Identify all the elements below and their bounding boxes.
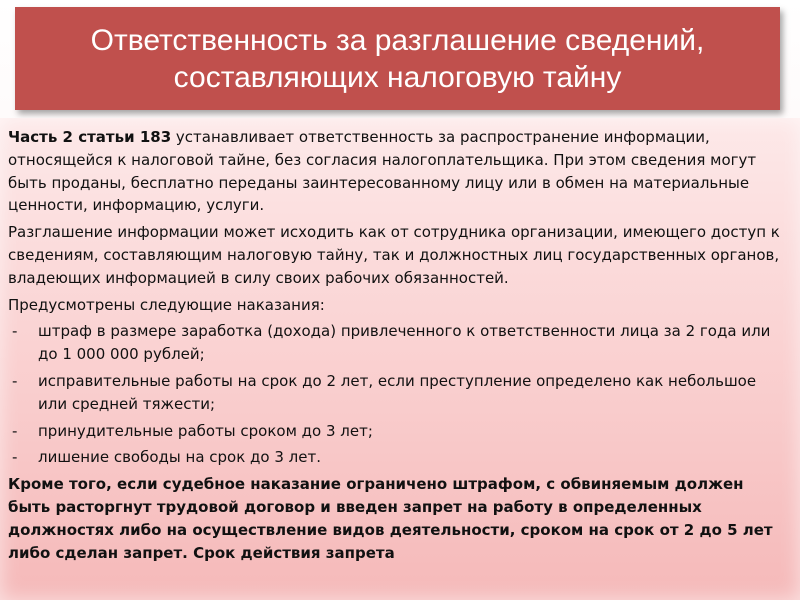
list-dash: - (12, 371, 18, 390)
paragraph-article-183-text: устанавливает ответственность за распространение информации, относящейся к налоговой тайне, без согласия налогоплательщика. При этом сведения могут быть проданы, бесплатно переданы заинтересованному лицу или в обмен на материальные ценности, информацию, услуги. (8, 128, 757, 215)
penalty-item (8, 370, 786, 416)
penalty-text: лишение свободы на срок до 3 лет. (38, 448, 322, 467)
paragraph-article-183 (8, 126, 786, 217)
penalty-text: штраф в размере заработка (дохода) привлеченного к ответственности лица за 2 года или до 1 000 000 рублей; (38, 322, 771, 364)
penalty-item (8, 420, 786, 443)
title-line-2: составляющих налоговую тайну (173, 60, 622, 94)
penalty-text: исправительные работы на срок до 2 лет, если преступление определено как небольшое или средней тяжести; (38, 371, 757, 413)
article-reference: Часть 2 статьи 183 (8, 128, 172, 146)
list-dash: - (12, 421, 18, 440)
slide-content-box (0, 118, 800, 600)
slide-title-box (15, 7, 780, 110)
penalty-text: принудительные работы сроком до 3 лет; (38, 421, 373, 440)
penalties-list (8, 320, 786, 469)
final-paragraph: Кроме того, если судебное наказание ограничено штрафом, с обвиняемым должен быть расторгнут трудовой договор и введен запрет на работу в определенных должностях либо на осуществление видов деятельности, сроком на срок от 2 до 5 лет либо сделан запрет. Срок действия запрета (8, 475, 773, 562)
slide-body (0, 118, 800, 564)
list-dash: - (12, 322, 18, 341)
title-line-1: Ответственность за разглашение сведений, (90, 23, 705, 57)
list-dash: - (12, 448, 18, 467)
penalties-intro: Предусмотрены следующие наказания: (8, 295, 325, 314)
penalty-item (8, 446, 786, 469)
paragraph-disclosure-source: Разглашение информации может исходить как от сотрудника организации, имеющего доступ к сведениям, составляющим налоговую тайну, так и должностных лиц государственных органов, владеющих информацией в силу своих рабочих обязанностей. (8, 223, 780, 287)
slide-title (81, 22, 715, 96)
penalty-item (8, 320, 786, 366)
